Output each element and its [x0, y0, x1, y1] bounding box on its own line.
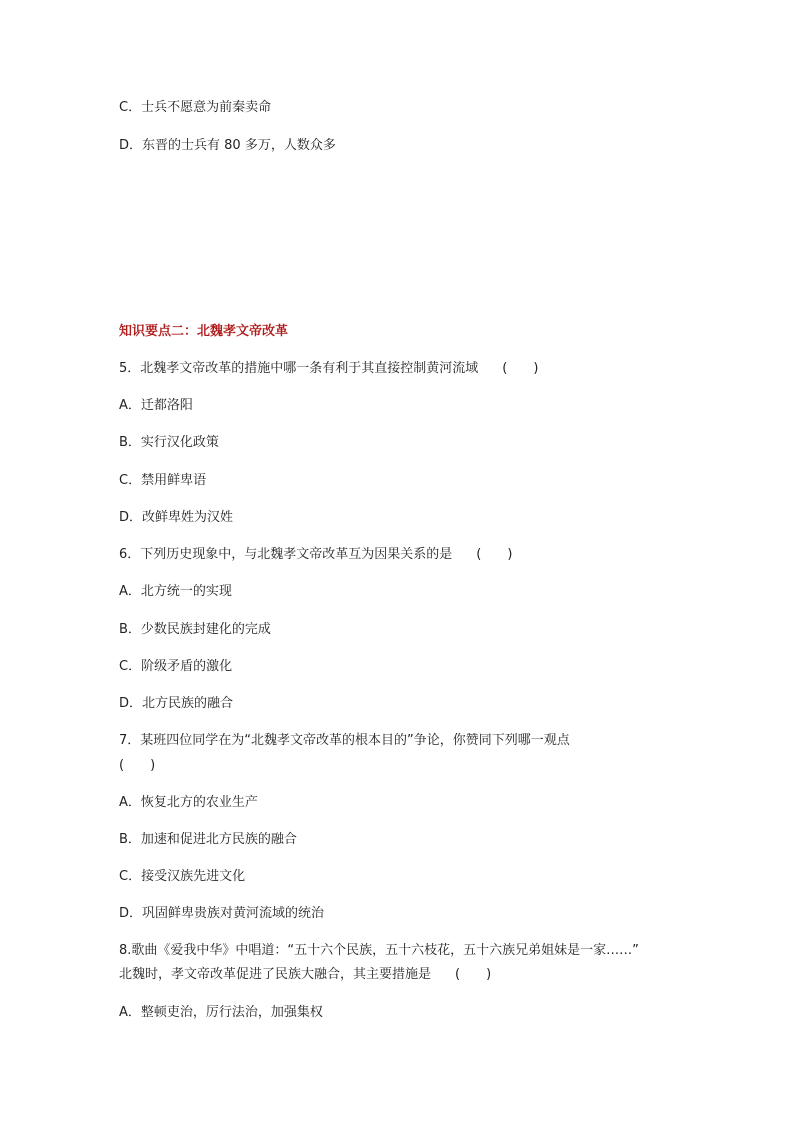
question-6-text: 6．下列历史现象中，与北魏孝文帝改革互为因果关系的是: [119, 547, 453, 562]
question-6-option-c: C．阶级矛盾的激化: [119, 659, 233, 674]
option-c: C．士兵不愿意为前秦卖命: [119, 100, 272, 115]
answer-blank: ( ): [502, 361, 539, 376]
question-5-stem: [119, 360, 538, 378]
question-6-stem: [119, 546, 512, 564]
question-5-option-c: C．禁用鲜卑语: [119, 473, 207, 488]
question-8-stem-line2: [119, 966, 491, 984]
question-7-option-d: D．巩固鲜卑贵族对黄河流域的统治: [119, 906, 325, 921]
option-d: D．东晋的士兵有 80 多万，人数众多: [119, 138, 336, 153]
question-5-text: 5．北魏孝文帝改革的措施中哪一条有利于其直接控制黄河流域: [119, 361, 479, 376]
question-5-option-a: A．迁都洛阳: [119, 398, 193, 413]
question-7-option-c: C．接受汉族先进文化: [119, 869, 246, 884]
question-7-option-b: B．加速和促进北方民族的融合: [119, 832, 297, 847]
section-title: 知识要点二：北魏孝文帝改革: [119, 324, 289, 339]
answer-blank: ( ): [476, 547, 513, 562]
answer-blank: ( ): [119, 758, 156, 773]
question-6-option-b: B．少数民族封建化的完成: [119, 622, 271, 637]
question-8-option-a: A．整顿吏治，厉行法治，加强集权: [119, 1005, 323, 1020]
question-7-stem: 7．某班四位同学在为“北魏孝文帝改革的根本目的”争论，你赞同下列哪一观点: [119, 733, 570, 748]
answer-blank: ( ): [455, 967, 492, 982]
question-5-option-d: D．改鲜卑姓为汉姓: [119, 510, 234, 525]
question-6-option-d: D．北方民族的融合: [119, 696, 234, 711]
question-5-option-b: B．实行汉化政策: [119, 435, 219, 450]
question-8-stem-line1: 8.歌曲《爱我中华》中唱道：“五十六个民族，五十六枝花，五十六族兄弟姐妹是一家……”: [119, 943, 639, 958]
question-6-option-a: A．北方统一的实现: [119, 584, 232, 599]
question-7-option-a: A．恢复北方的农业生产: [119, 795, 258, 810]
question-8-text: 北魏时，孝文帝改革促进了民族大融合，其主要措施是: [119, 967, 432, 982]
